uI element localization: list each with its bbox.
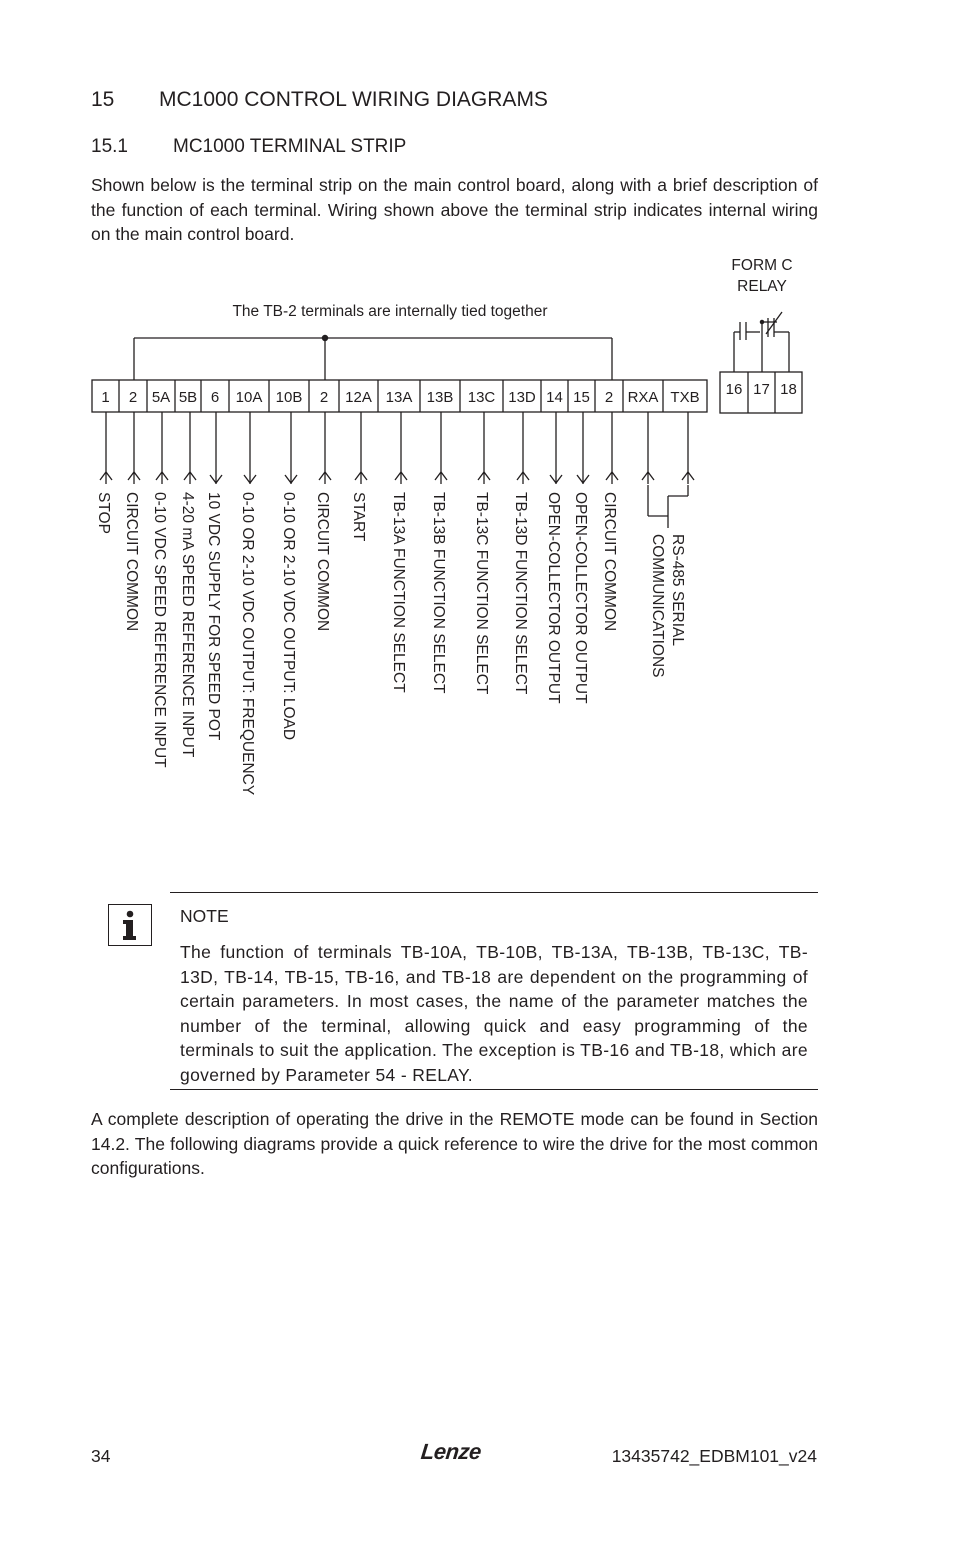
terminal-label: 10A: [235, 389, 263, 406]
terminal-label: 5A: [151, 389, 171, 406]
note-body: The function of terminals TB-10A, TB-10B, TB-13A, TB-13B, TB-13C, TB-13D, TB-14, TB-15, TB-16, and TB-18 are dependent on the programming of certain parameters. In most cases, the name of the parameter matches the number of the terminal, allowing quick and easy programming of the terminals to suit the application. The exception is TB-16 and TB-18, which are governed by Parameter 54 - RELAY.: [180, 942, 808, 1085]
terminal-description: 10 VDC SUPPLY FOR SPEED POT: [205, 492, 222, 741]
closing-paragraph: A complete description of operating the drive in the REMOTE mode can be found in Section 14.2. The following diagrams provide a quick reference to wire the drive for the most common configurations.: [91, 1109, 818, 1178]
serial-label-line-2: COMMUNICATIONS: [649, 534, 666, 678]
terminal-label: RXA: [627, 389, 659, 406]
terminal-label: 1: [101, 389, 110, 406]
terminal-label: 14: [546, 389, 563, 406]
terminal-description: 0-10 OR 2-10 VDC OUTPUT: FREQUENCY: [239, 492, 256, 796]
intro-paragraph: Shown below is the terminal strip on the main control board, along with a brief description of the function of each terminal. Wiring shown above the terminal strip indicates internal wiring on the main control board.: [91, 175, 818, 244]
terminal-description: 0-10 VDC SPEED REFERENCE INPUT: [151, 492, 168, 768]
subsection-number: 15.1: [91, 136, 128, 157]
terminal-label: 13D: [508, 389, 536, 406]
terminal-description: TB-13C FUNCTION SELECT: [473, 492, 490, 695]
terminal-description: 0-10 OR 2-10 VDC OUTPUT: LOAD: [280, 492, 297, 741]
note-bottom-rule: [170, 1089, 818, 1090]
relay-contact-symbol: [734, 312, 789, 372]
relay-terminal-label: 18: [780, 381, 797, 398]
relay-terminal-label: 17: [753, 381, 770, 398]
lenze-logo: Lenze: [419, 1439, 483, 1464]
terminal-label: 2: [604, 389, 614, 406]
tie-label: The TB-2 terminals are internally tied together: [232, 303, 548, 320]
serial-bracket: [648, 485, 688, 528]
note-title: NOTE: [180, 906, 229, 926]
terminal-description: OPEN-COLLECTOR OUTPUT: [545, 492, 562, 704]
terminal-label: 13C: [467, 389, 496, 406]
terminal-label: 13B: [426, 389, 454, 406]
relay-terminal-label: 16: [725, 381, 743, 398]
subsection-title: MC1000 TERMINAL STRIP: [173, 136, 407, 157]
terminal-label: 5B: [178, 389, 198, 406]
terminal-label: 12A: [345, 389, 372, 406]
page-number: 34: [91, 1446, 111, 1466]
terminal-description: CIRCUIT COMMON: [314, 492, 331, 632]
terminal-description: STOP: [95, 492, 112, 534]
terminal-description: CIRCUIT COMMON: [123, 492, 140, 632]
terminal-label: 15: [573, 389, 590, 406]
terminal-label: 2: [128, 389, 138, 406]
serial-label-line-1: RS-485 SERIAL: [669, 534, 686, 646]
terminal-label: 6: [210, 389, 220, 406]
tie-junction-dot: [322, 335, 327, 340]
terminal-description: TB-13B FUNCTION SELECT: [430, 492, 447, 694]
terminal-description: START: [350, 492, 367, 542]
terminal-description: 4-20 mA SPEED REFERENCE INPUT: [179, 492, 196, 758]
terminal-label: 2: [319, 389, 329, 406]
relay-label-line-2: RELAY: [737, 278, 787, 295]
note-top-rule: [170, 892, 818, 893]
terminal-label: TXB: [670, 389, 700, 406]
section-number: 15: [91, 88, 115, 111]
document-id: 13435742_EDBM101_v24: [611, 1446, 817, 1466]
terminal-description: TB-13D FUNCTION SELECT: [512, 492, 529, 695]
terminal-description: OPEN-COLLECTOR OUTPUT: [572, 492, 589, 704]
section-title: MC1000 CONTROL WIRING DIAGRAMS: [159, 88, 548, 111]
terminal-label: 10B: [275, 389, 303, 406]
terminal-description: CIRCUIT COMMON: [601, 492, 618, 632]
terminal-description: TB-13A FUNCTION SELECT: [390, 492, 407, 693]
terminal-label: 13A: [385, 389, 413, 406]
relay-label-line-1: FORM C: [731, 257, 793, 274]
info-icon: [108, 904, 152, 946]
